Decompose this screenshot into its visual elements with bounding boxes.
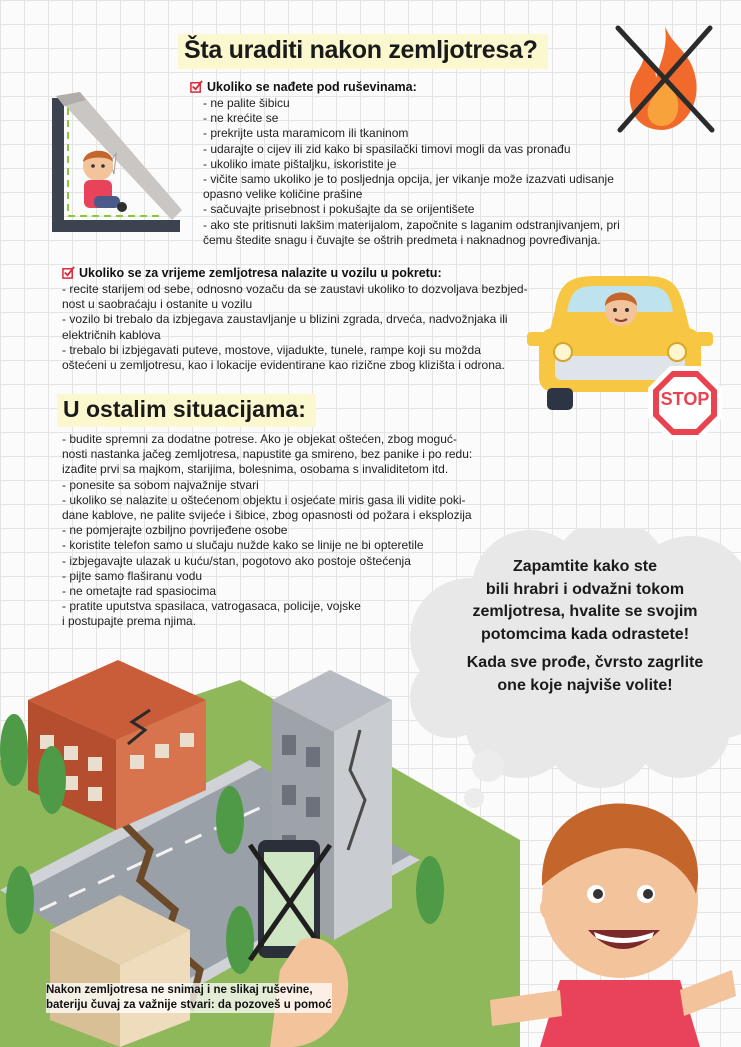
- vehicle-instructions-list: [62, 282, 528, 373]
- list-item: i postupajte prema njima.: [62, 614, 197, 629]
- bubble-message: Zapamtite kako ste bili hrabri i odvažni tokom zemljotresa, hvalite se svojim potomcima kada odrastete! Kada sve prođe, čvrsto zagrlite one koje najviše volite!: [466, 558, 704, 694]
- list-item: električnih kablova: [62, 327, 161, 342]
- list-item: opasno velike količine prašine: [203, 187, 363, 202]
- list-item: - sačuvajte prisebnost i pokušajte da se orijentišete: [203, 202, 475, 217]
- list-item: - ne palite šibicu: [203, 96, 290, 110]
- page-title: Šta uraditi nakon zemljotresa?: [178, 34, 548, 69]
- list-item: - ako ste pritisnuti lakšim materijalom, započnite s laganim odstranjivanjem, pri: [203, 217, 620, 232]
- list-item: - ukoliko imate pištaljku, iskoristite je: [203, 156, 397, 171]
- vehicle-section-heading: Ukoliko se za vrijeme zemljotresa nalazite u vozilu u pokretu:: [62, 266, 442, 280]
- list-item: - izbjegavajte ulazak u kuću/stan, pogotovo ako postoje oštećenja: [62, 553, 411, 568]
- list-item: - vozilo bi trebalo da izbjegava zaustavljanje u blizini zgrada, drveća, nadvožnjaka ili: [62, 312, 508, 327]
- list-item: - prekrijte usta maramicom ili tkaninom: [203, 126, 409, 141]
- list-item: čemu štedite snagu i čuvajte se oštrih predmeta i naknadnog povređivanja.: [203, 232, 601, 247]
- list-item: - ukoliko se nalazite u oštećenom objektu i osjećate miris gasa ili vidite poki-: [62, 492, 466, 507]
- waving-boy-illustration: [470, 790, 741, 1047]
- checkbox-icon: [62, 266, 75, 279]
- rubble-instructions-list: [203, 96, 620, 248]
- list-item: - trebalo bi izbjegavati puteve, mostove, vijadukte, tunele, rampe koji su možda: [62, 342, 481, 357]
- list-item: - vičite samo ukoliko je to posljednja opcija, jer vikanje može izazvati udisanje: [203, 172, 614, 187]
- list-item: - ponesite sa sobom najvažnije stvari: [62, 477, 259, 492]
- checkbox-icon: [190, 80, 203, 93]
- list-item: - ne ometajte rad spasiocima: [62, 584, 217, 599]
- list-item: - ne pomjerajte ozbiljno povrijeđene osobe: [62, 523, 288, 538]
- list-item: - udarajte o cijev ili zid kako bi spasilački timovi mogli da vas pronađu: [203, 141, 571, 156]
- list-item: izađite prvi sa majkom, starijima, bolesnima, osobama s invaliditetom itd.: [62, 462, 449, 477]
- rubble-section-heading: Ukoliko se nađete pod ruševinama:: [190, 80, 417, 94]
- no-fire-icon: [610, 18, 720, 138]
- list-item: nosti nastanka jačeg zemljotresa, napustite ga smireno, bez panike i po redu:: [62, 447, 473, 462]
- list-item: - koristite telefon samo u slučaju nužde kako se linije ne bi opteretile: [62, 538, 424, 553]
- stop-sign-label: STOP: [660, 389, 710, 409]
- list-item: nost u saobraćaju i ostanite u vozilu: [62, 297, 253, 312]
- list-item: - budite spremni za dodatne potrese. Ako je objekat oštećen, zbog moguć-: [62, 432, 457, 446]
- list-item: - ne krećite se: [203, 111, 279, 126]
- list-item: - recite starijem od sebe, odnosno vozaču da se zaustavi ukoliko to dozvoljava bezbjed-: [62, 282, 528, 296]
- boy-under-rubble-illustration: [46, 92, 186, 237]
- other-situations-heading: U ostalim situacijama:: [57, 394, 316, 427]
- list-item: dane kablove, ne palite svijeće i šibice, zbog opasnosti od požara i eksplozija: [62, 508, 472, 523]
- photo-warning-caption: Nakon zemljotresa ne snimaj i ne slikaj ruševine, bateriju čuvaj za važnije stvari: da pozoveš u pomoć: [46, 984, 332, 1011]
- list-item: - pijte samo flaširanu vodu: [62, 568, 203, 583]
- list-item: - pratite uputstva spasilaca, vatrogasaca, policije, vojske: [62, 599, 361, 614]
- list-item: oštećeni u zemljotresu, kao i lokacije evidentirane kao rizične zbog klizišta i odrona.: [62, 358, 505, 373]
